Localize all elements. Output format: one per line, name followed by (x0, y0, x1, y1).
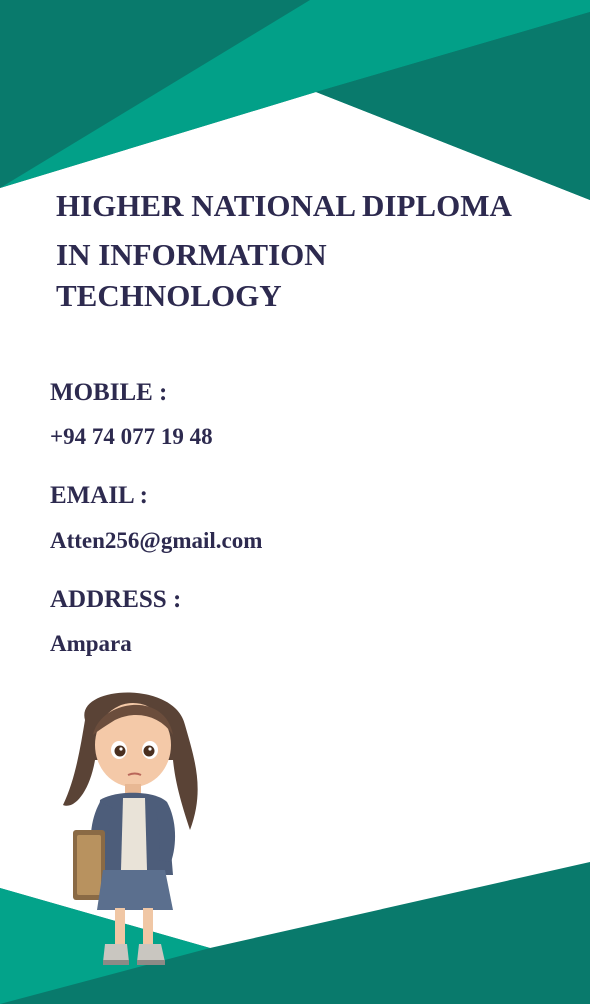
address-label: ADDRESS : (50, 586, 182, 613)
mobile-label: MOBILE : (50, 379, 168, 406)
heading-line-3: TECHNOLOGY (56, 278, 282, 313)
heading-line-1: HIGHER NATIONAL DIPLOMA (56, 188, 512, 223)
heading-line-2: IN INFORMATION (56, 237, 327, 272)
address-value: Ampara (50, 631, 132, 656)
mobile-value: +94 74 077 19 48 (50, 424, 213, 449)
student-girl-illustration (55, 680, 205, 970)
email-label: EMAIL : (50, 482, 148, 509)
email-value: Atten256@gmail.com (50, 528, 263, 553)
